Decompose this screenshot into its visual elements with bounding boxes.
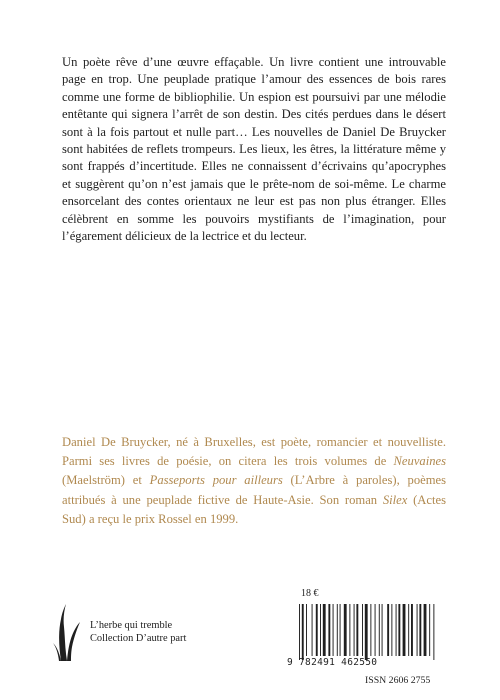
barcode-bar: [337, 604, 338, 656]
barcode-bar: [411, 604, 413, 656]
barcode-bar: [379, 604, 380, 656]
barcode-bar: [398, 604, 400, 656]
barcode-bar: [429, 604, 430, 656]
barcode-bar: [387, 604, 389, 656]
barcode-bar: [354, 604, 355, 656]
isbn-digits: 9 782491 462550: [287, 657, 378, 668]
barcode-bar: [356, 604, 358, 656]
barcode-bar: [312, 604, 313, 656]
barcode-bar: [382, 604, 383, 656]
book-title-neuvaines: Neuvaines: [393, 454, 446, 469]
publisher-name: L’herbe qui tremble: [90, 620, 173, 631]
barcode-bar: [316, 604, 318, 656]
barcode-bar: [391, 604, 392, 656]
bio-text-4: (Actes Sud) a reçu le prix Rossel en 1999.: [62, 492, 446, 526]
book-title-silex: Silex: [382, 492, 408, 507]
issn: ISSN 2606 2755: [365, 675, 431, 686]
price: 18 €: [301, 588, 319, 599]
barcode-bar: [396, 604, 397, 656]
barcode-bar: [403, 604, 406, 656]
barcode-bar: [302, 604, 304, 660]
barcode-bar: [375, 604, 376, 656]
barcode-bar: [417, 604, 418, 656]
barcode-bar: [419, 604, 421, 656]
barcode-bar: [424, 604, 427, 656]
barcode-bar: [299, 604, 300, 660]
barcode-bar: [333, 604, 334, 656]
barcode-bar: [365, 604, 368, 660]
barcode-bar: [323, 604, 326, 656]
barcode-bar: [344, 604, 347, 656]
barcode-bar: [340, 604, 341, 656]
publisher-block: [90, 619, 186, 645]
barcode-bar: [408, 604, 409, 656]
bio-text-2: (Maelström) et: [62, 473, 150, 488]
barcode-bar: [349, 604, 350, 656]
book-title-passeports: Passeports pour ailleurs: [149, 473, 283, 488]
collection-name: Collection D’autre part: [90, 633, 187, 644]
barcode-bar: [433, 604, 434, 660]
back-cover-blurb: Un poète rêve d’une œuvre effaçable. Un livre contient une introuvable page en trop. Une peuplade pratique l’amour des essences de bois rares comme une forme de bibliophilie. Un espion est poursuivi par une mélodie entêtante qui signera l’arrêt de son destin. Des cités perdues dans le désert sont à la fois partout et nulle part… Les nouvelles de Daniel De Bruycker sont habitées de reflets trompeurs. Les lieux, les êtres, la littérature même y sont frappés d’incertitude. Elles ne connaissent d’écrivains qu’apocryphes et suggèrent qu’on n’est jamais que le prête-nom de soi-même. Le charme ensorcelant des contes orientaux ne leur est pas non plus étranger. Elles célèbrent en somme les pouvoirs mystifiants de l’imagination, pour l’égarement délicieux de la lectrice et du lecteur.: [62, 55, 446, 244]
barcode-bar: [328, 604, 330, 656]
barcode-bar: [362, 604, 363, 656]
barcode-bar: [320, 604, 321, 656]
author-bio: [62, 433, 446, 529]
bio-text-3: (L’Arbre à paroles), poèmes attribués à une peuplade fictive de Haute-Asie. Son roman: [62, 473, 446, 507]
bio-text-1: Daniel De Bruycker, né à Bruxelles, est poète, romancier et nouvelliste. Parmi ses livres de poésie, on citera les trois volumes de: [62, 435, 446, 469]
publisher-grass-logo-icon: [53, 603, 81, 661]
barcode-bar: [306, 604, 307, 656]
barcode-bar: [370, 604, 371, 656]
